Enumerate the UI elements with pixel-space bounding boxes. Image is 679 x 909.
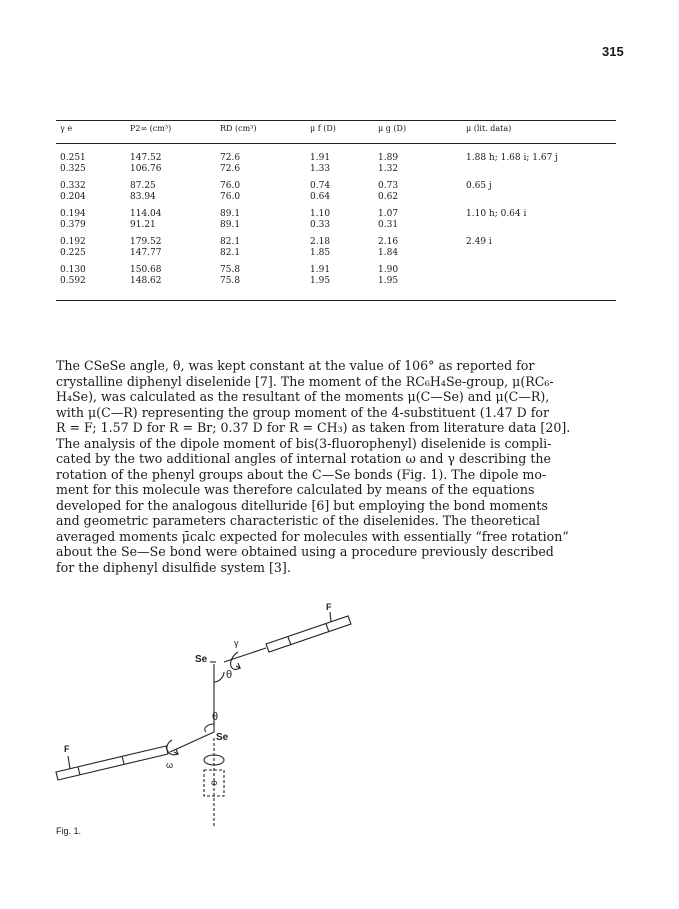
lower-phenyl-rod	[56, 746, 168, 780]
body-paragraph	[56, 358, 626, 575]
table-cell: 75.8	[220, 276, 241, 286]
table-cell: 0.74	[310, 181, 331, 191]
figure-caption: Fig. 1.	[56, 826, 82, 836]
upper-phenyl-rod	[266, 616, 351, 652]
header-mu-lit: μ (lit. data)	[466, 124, 512, 133]
table-cell: 76.0	[220, 192, 241, 202]
table-cell: 72.6	[220, 153, 241, 163]
table-cell: 179.52	[130, 237, 162, 247]
table-cell: 0.62	[378, 192, 399, 202]
table-cell: 114.04	[130, 209, 162, 219]
header-rd: RD (cm³)	[220, 124, 257, 133]
table-cell: 1.32	[378, 164, 399, 174]
table-cell: 82.1	[220, 248, 241, 258]
table-cell: 106.76	[130, 164, 162, 174]
table-cell: 0.225	[60, 248, 86, 258]
table-cell: 0.379	[60, 220, 86, 230]
theta-arc-bottom	[205, 724, 214, 732]
table-cell: 0.33	[310, 220, 331, 230]
table-cell: 0.325	[60, 164, 86, 174]
table-cell: 76.0	[220, 181, 241, 191]
gamma-label: γ	[234, 638, 239, 648]
table-cell: 1.07	[378, 209, 399, 219]
table-cell: 0.251	[60, 153, 86, 163]
table-cell: 1.10	[310, 209, 331, 219]
text-line: The CSeSe angle, θ, was kept constant at the value of 106° as reported for	[56, 358, 535, 373]
table-cell: 0.73	[378, 181, 399, 191]
text-line: The analysis of the dipole moment of bis(3-fluorophenyl) diselenide is compli-	[56, 435, 552, 451]
table-top-rule	[56, 120, 616, 121]
f-top-label: F	[326, 602, 332, 612]
page-number: 315	[602, 44, 624, 59]
table-cell: 83.94	[130, 192, 156, 202]
table-cell: 89.1	[220, 220, 241, 230]
table-cell: 0.31	[378, 220, 399, 230]
table-cell: 1.90	[378, 265, 399, 275]
lit-data: 1.10 h; 0.64 i	[466, 209, 527, 219]
table-cell: 72.6	[220, 164, 241, 174]
upper-rod-divider	[326, 624, 329, 632]
molecule-figure	[40, 600, 380, 840]
table-cell: 2.18	[310, 237, 331, 247]
table-cell: 1.95	[310, 276, 331, 286]
header-gamma: γ e	[60, 124, 73, 133]
text-line: rotation of the phenyl groups about the C—Se bonds (Fig. 1). The dipole mo-	[56, 466, 547, 482]
text-line: about the Se—Se bond were obtained using a procedure previously described	[56, 544, 554, 559]
table-cell: 0.332	[60, 181, 86, 191]
table-cell: 0.192	[60, 237, 86, 247]
table-cell: 0.64	[310, 192, 331, 202]
text-line: developed for the analogous ditelluride [6] but employing the bond moments	[56, 497, 548, 513]
table-cell: 1.95	[378, 276, 399, 286]
theta-bottom-label: θ	[212, 711, 219, 723]
upper-rod-divider	[288, 637, 291, 645]
upper-c-se-bond	[224, 648, 266, 662]
lower-rod-divider	[78, 767, 80, 775]
table-cell: 89.1	[220, 209, 241, 219]
table-cell: 1.84	[378, 248, 399, 258]
lower-f-bond	[68, 756, 70, 769]
table-cell: 91.21	[130, 220, 156, 230]
table-cell: 0.130	[60, 265, 86, 275]
f-bottom-label: F	[64, 744, 70, 754]
table-cell: 2.16	[378, 237, 399, 247]
table-cell: 0.592	[60, 276, 86, 286]
se-bottom-label: Se	[216, 732, 229, 743]
table-cell: 148.62	[130, 276, 162, 286]
lower-c-se-bond	[170, 732, 214, 752]
lit-data: 2.49 i	[466, 237, 492, 247]
gamma-arc-head	[236, 663, 240, 668]
se-top-label: Se	[195, 654, 208, 665]
table-cell: 0.204	[60, 192, 86, 202]
table-cell: 0.194	[60, 209, 86, 219]
theta-arc-top	[214, 672, 224, 682]
header-mu-g: μ g (D)	[378, 124, 407, 133]
text-line: R = F; 1.57 D for R = Br; 0.37 D for R = CH₃) as taken from literature data [20].	[56, 420, 571, 435]
text-line: and geometric parameters characteristic of the diselenides. The theoretical	[56, 513, 541, 528]
text-line: with μ(C—R) representing the group moment of the 4-substituent (1.47 D for	[56, 404, 550, 420]
table-cell: 87.25	[130, 181, 156, 191]
header-mu-f: μ f (D)	[310, 124, 336, 133]
lower-rod-divider	[122, 756, 124, 764]
text-line: for the diphenyl disulfide system [3].	[56, 559, 291, 575]
upper-f-bond	[330, 612, 331, 622]
omega-label: ω	[166, 760, 174, 770]
table-header-rule	[56, 143, 616, 144]
table-cell: 1.91	[310, 265, 331, 275]
table-bottom-rule	[56, 300, 616, 301]
table-cell: 1.89	[378, 153, 399, 163]
text-line: crystalline diphenyl diselenide [7]. The moment of the RC₆H₄Se-group, μ(RC₆-	[56, 373, 554, 389]
table-cell: 147.77	[130, 248, 162, 258]
table-cell: 1.33	[310, 164, 331, 174]
table-cell: 75.8	[220, 265, 241, 275]
text-line: cated by the two additional angles of internal rotation ω and γ describing the	[56, 451, 551, 466]
phi-label: Φ	[211, 779, 218, 788]
table-cell: 82.1	[220, 237, 241, 247]
table-cell: 1.85	[310, 248, 331, 258]
lit-data: 0.65 j	[466, 181, 492, 191]
text-line: ment for this molecule was therefore calculated by means of the equations	[56, 482, 535, 497]
lit-data: 1.88 h; 1.68 i; 1.67 j	[466, 153, 558, 163]
table-cell: 147.52	[130, 153, 162, 163]
header-p2: P2∞ (cm³)	[130, 124, 172, 133]
text-line: averaged moments μ̄calc expected for molecules with essentially “free rotation”	[56, 528, 569, 544]
text-line: H₄Se), was calculated as the resultant of the moments μ(C—Se) and μ(C—R),	[56, 389, 550, 404]
table-cell: 150.68	[130, 265, 162, 275]
theta-top-label: θ	[226, 669, 233, 681]
table-cell: 1.91	[310, 153, 331, 163]
